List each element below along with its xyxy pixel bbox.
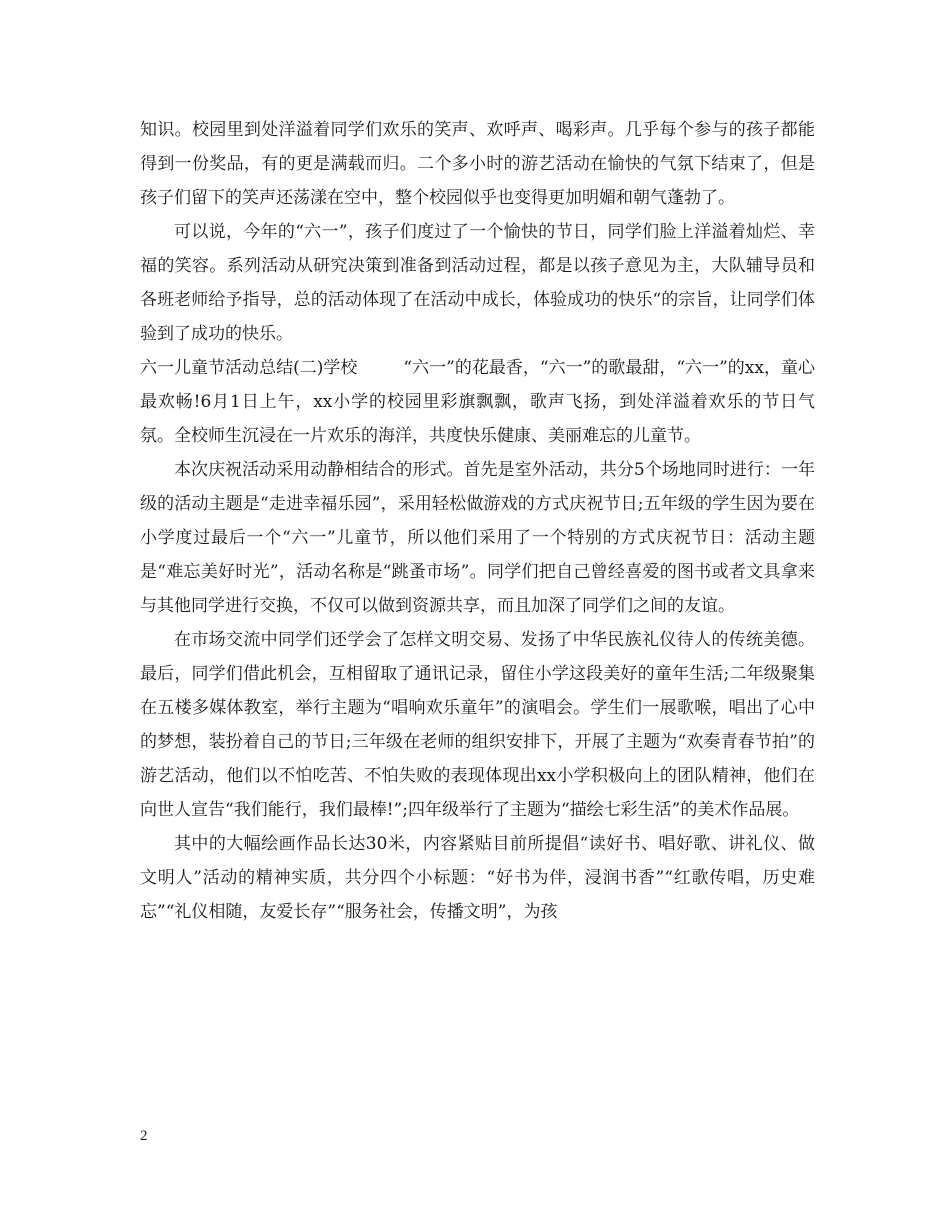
paragraph-3: [140, 351, 815, 453]
paragraph-5: 在市场交流中同学们还学会了怎样文明交易、发扬了中华民族礼仪待人的传统美德。最后，同学们借此机会，互相留取了通讯记录，留住小学这段美好的童年生活;二年级聚集在五楼多媒体教室，举行主题为“唱响欢乐童年”的演唱会。学生们一展歌喉，唱出了心中的梦想，装扮着自己的节日;三年级在老师的组织安排下，开展了主题为“欢奏青春节拍”的游艺活动，他们以不怕吃苦、不怕失败的表现体现出xx小学积极向上的团队精神，他们在向世人宣告“我们能行，我们最棒!”;四年级举行了主题为“描绘七彩生活”的美术作品展。: [140, 630, 815, 820]
document-body: [140, 113, 815, 929]
paragraph-1: 知识。校园里到处洋溢着同学们欢乐的笑声、欢呼声、喝彩声。几乎每个参与的孩子都能得到一份奖品，有的更是满载而归。二个多小时的游艺活动在愉快的气氛下结束了，但是孩子们留下的笑声还荡漾在空中，整个校园似乎也变得更加明媚和朝气蓬勃了。: [140, 120, 815, 208]
page-number: 2: [140, 1128, 148, 1144]
paragraph-3-text: “六一”的花最香，“六一”的歌最甜，“六一”的xx，童心最欢畅!6月1日上午，xx小学的校园里彩旗飘飘，歌声飞扬，到处洋溢着欢乐的节日气氛。全校师生沉浸在一片欢乐的海洋，共度快乐健康、美丽难忘的儿童节。: [140, 358, 815, 446]
paragraph-4: 本次庆祝活动采用动静相结合的形式。首先是室外活动，共分5个场地同时进行：一年级的活动主题是“走进幸福乐园”，采用轻松做游戏的方式庆祝节日;五年级的学生因为要在小学度过最后一个“六一”儿童节，所以他们采用了一个特别的方式庆祝节日：活动主题是“难忘美好时光”，活动名称是“跳蚤市场”。同学们把自己曾经喜爱的图书或者文具拿来与其他同学进行交换，不仅可以做到资源共享，而且加深了同学们之间的友谊。: [140, 460, 815, 616]
paragraph-6: 其中的大幅绘画作品长达30米，内容紧贴目前所提倡“读好书、唱好歌、讲礼仪、做文明人”活动的精神实质，共分四个小标题：“好书为伴，浸润书香”“红歌传唱，历史难忘”“礼仪相随，友爱长存”“服务社会，传播文明”，为孩: [140, 834, 815, 922]
paragraph-2: 可以说，今年的“六一”，孩子们度过了一个愉快的节日，同学们脸上洋溢着灿烂、幸福的笑容。系列活动从研究决策到准备到活动过程，都是以孩子意见为主，大队辅导员和各班老师给予指导，总的活动体现了在活动中成长，体验成功的快乐“的宗旨，让同学们体验到了成功的快乐。: [140, 222, 815, 344]
section-heading: 六一儿童节活动总结(二)学校: [140, 358, 358, 378]
